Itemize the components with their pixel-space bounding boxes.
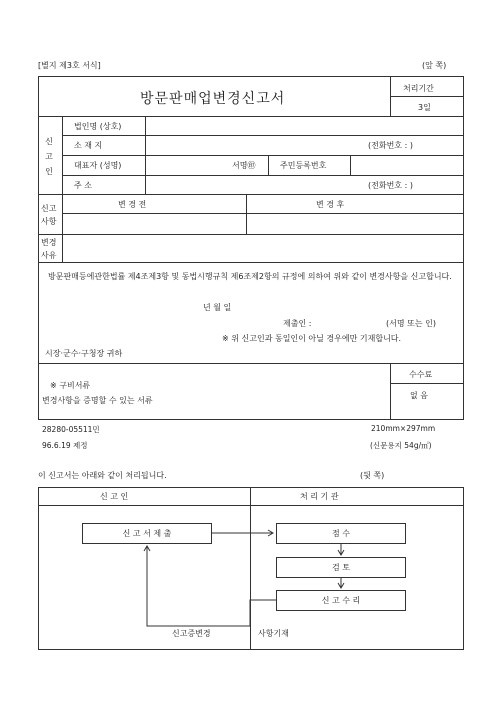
page-side-label: (앞 쪽) <box>422 61 447 70</box>
flow-step-accept: 신 고 수 리 <box>276 590 406 611</box>
address-phone: (전화번호 : ) <box>368 181 413 190</box>
date-line: 년 월 일 <box>203 303 232 312</box>
reason-label: 변경 사유 <box>41 238 57 260</box>
addressee: 시장·군수·구청장 귀하 <box>45 349 123 358</box>
note-text: ※ 위 신고인과 동일인이 아닐 경우에만 기재합니다. <box>222 334 402 343</box>
location-label: 소 재 지 <box>74 141 103 150</box>
after-change-label: 변 경 후 <box>316 200 345 209</box>
flow-step-review: 검 토 <box>276 557 406 578</box>
before-change-label: 변 경 전 <box>118 200 147 209</box>
paper-size: 210mm×297mm <box>371 424 436 433</box>
fee-value: 없 음 <box>410 391 428 400</box>
report-items-label: 신고 사항 <box>41 204 57 226</box>
address-label: 주 소 <box>74 181 92 190</box>
processing-period-label: 처리기간 <box>403 84 434 93</box>
form-title: 방문판매업변경신고서 <box>140 91 286 107</box>
form-code: 28280-05511민 <box>42 425 100 434</box>
form-number: [별지 제3호 서식] <box>38 61 101 70</box>
required-docs-item: 변경사항을 증명할 수 있는 서류 <box>42 396 153 405</box>
signature-seal-label: 서명㊞ <box>232 161 256 170</box>
back-intro: 이 신고서는 아래와 같이 처리됩니다. <box>38 471 167 480</box>
flow-step-submit: 신 고 서 제 출 <box>82 523 212 544</box>
required-docs-title: ※ 구비서류 <box>50 381 91 390</box>
submitter-sign: (서명 또는 인) <box>386 319 436 328</box>
location-phone: (전화번호 : ) <box>368 141 413 150</box>
applicant-group-label: 신 고 인 <box>45 137 53 176</box>
flow-col-applicant: 신 고 인 <box>100 492 129 501</box>
flow-step-receive: 점 수 <box>276 523 406 544</box>
fee-label: 수수료 <box>409 370 433 379</box>
processing-period-value: 3일 <box>418 103 431 112</box>
statement-text: 방문판매등에관한법률 제4조제3항 및 동법시행규칙 제6조제2항의 규정에 의하여 위와 같이 변경사항을 신고합니다. <box>48 272 452 281</box>
rrn-label: 주민등록번호 <box>280 161 327 170</box>
enact-date: 96.6.19 제정 <box>42 441 88 450</box>
back-side-label: (뒷 쪽) <box>360 471 385 480</box>
flow-col-agency: 처 리 기 관 <box>300 492 339 501</box>
paper-type: (신문용지 54g/㎡) <box>370 441 432 450</box>
corp-name-label: 법인명 (상호) <box>74 122 122 131</box>
flow-bottom-right: 사항기재 <box>258 629 289 638</box>
representative-label: 대표자 (성명) <box>74 161 122 170</box>
flow-bottom-left: 신고증변경 <box>172 629 211 638</box>
submitter-label: 제출인 : <box>283 319 312 328</box>
